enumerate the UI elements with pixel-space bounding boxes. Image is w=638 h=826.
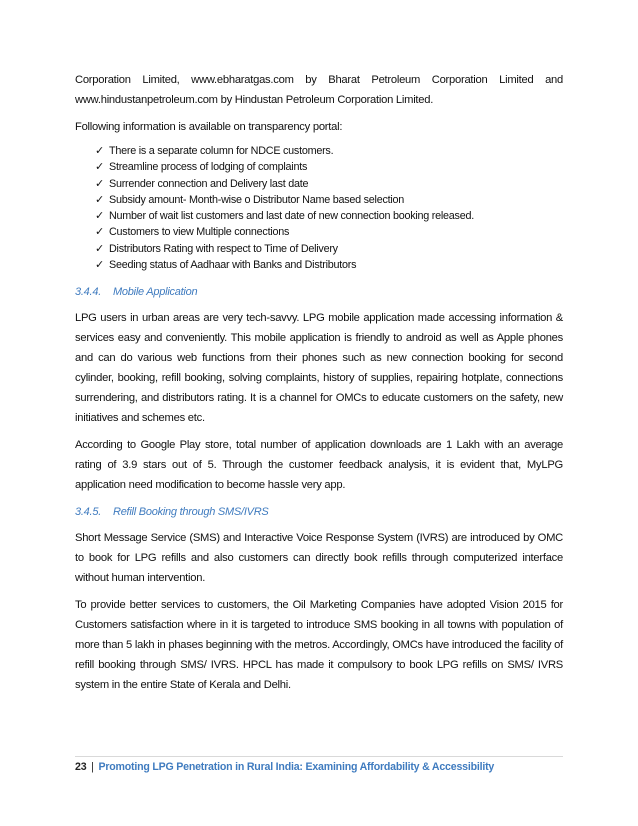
checkmark-icon: ✓: [95, 193, 104, 206]
page-content: [75, 70, 563, 695]
footer-divider: [75, 756, 563, 757]
paragraph-portals: Corporation Limited, www.ebharatgas.com by Bharat Petroleum Corporation Limited and www.hindustanpetroleum.com by Hindustan Petroleum Corporation Limited.: [75, 74, 563, 106]
paragraph-vision-2015: To provide better services to customers, the Oil Marketing Companies have adopted Vision 2015 for Customers satisfaction where in it is targeted to introduce SMS booking in all towns with population of more than 5 lakh in phases beginning with the metros. Accordingly, OMCs have introduced the facility of refill booking through SMS/ IVRS. HPCL has made it compulsory to book LPG refills on SMS/ IVRS system in the entire State of Kerala and Delhi.: [75, 599, 563, 692]
list-item: ✓ Streamline process of lodging of complaints: [95, 159, 563, 175]
section-title: Refill Booking through SMS/IVRS: [113, 506, 269, 519]
section-title: Mobile Application: [113, 286, 198, 299]
paragraph-sms-ivrs-intro: Short Message Service (SMS) and Interactive Voice Response System (IVRS) are introduced by OMC to book for LPG refills and also customers can directly book refills through computerized interface without human intervention.: [75, 532, 563, 585]
footer-separator: |: [91, 761, 94, 773]
section-number: 3.4.4.: [75, 286, 102, 299]
paragraph-mobile-app-downloads: According to Google Play store, total number of application downloads are 1 Lakh with an average rating of 3.9 stars out of 5. Through the customer feedback analysis, it is evident that, MyLPG application need modification to become hassle very app.: [75, 439, 563, 492]
page-footer: [75, 761, 494, 773]
checkmark-icon: ✓: [95, 145, 104, 157]
list-item: ✓ Distributors Rating with respect to Time of Delivery: [95, 241, 563, 257]
footer-document-title: Promoting LPG Penetration in Rural India: Examining Affordability & Accessibility: [98, 761, 495, 773]
section-number: 3.4.5.: [75, 506, 102, 519]
list-item: ✓ Subsidy amount- Month-wise o Distributor Name based selection: [95, 192, 563, 208]
checkmark-icon: ✓: [95, 242, 104, 255]
checkmark-icon: ✓: [95, 210, 104, 223]
section-heading-sms-ivrs: [75, 503, 563, 521]
checkmark-icon: ✓: [95, 259, 104, 272]
paragraph-transparency-intro: Following information is available on transparency portal:: [75, 121, 343, 133]
checkmark-icon: ✓: [95, 226, 104, 239]
checkmark-icon: ✓: [95, 161, 104, 174]
list-item: ✓ Surrender connection and Delivery last date: [95, 176, 563, 192]
list-item: ✓ Customers to view Multiple connections: [95, 224, 563, 240]
paragraph-mobile-app-intro: LPG users in urban areas are very tech-savvy. LPG mobile application made accessing information & services easy and conveniently. This mobile application is friendly to android as well as Apple phones and can do various web functions from their phones such as new connection booking for second cylinder, booking, refill booking, solving complaints, history of supplies, repairing hotplate, connections surrendering, and distributors rating. It is a channel for OMCs to educate customers on the safety, new initiatives and schemes etc.: [75, 312, 563, 425]
section-heading-mobile-application: [75, 283, 563, 301]
list-item: ✓ Seeding status of Aadhaar with Banks and Distributors: [95, 257, 563, 273]
transparency-checklist: [75, 143, 563, 273]
list-item: ✓ There is a separate column for NDCE customers.: [95, 143, 563, 159]
page-number: 23: [75, 761, 87, 773]
checkmark-icon: ✓: [95, 177, 104, 190]
list-item: ✓ Number of wait list customers and last date of new connection booking released.: [95, 208, 563, 224]
